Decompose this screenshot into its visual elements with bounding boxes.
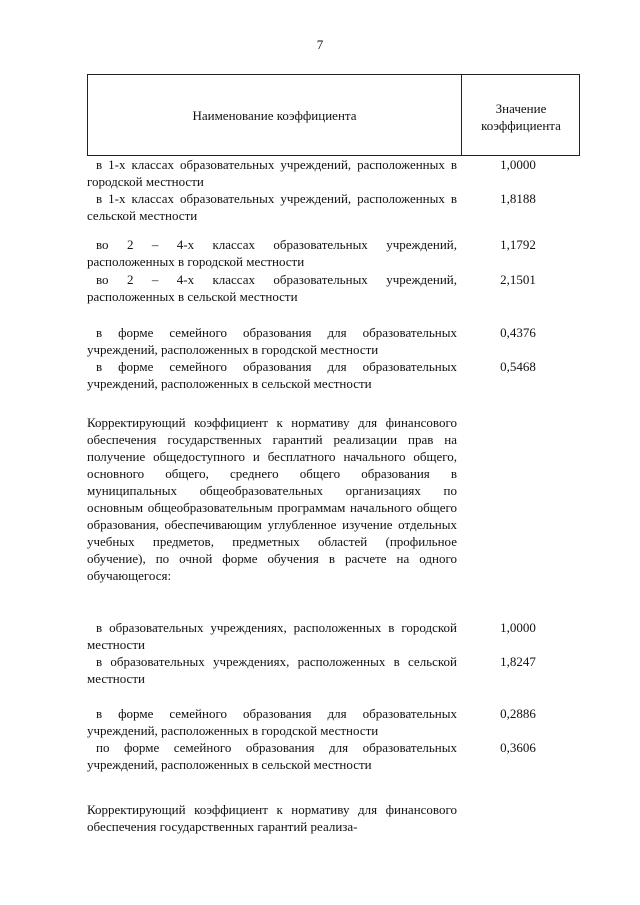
row-text: по форме семейного образования для образовательных учреждений, расположенных в сельской местности <box>87 740 457 772</box>
row-value: 0,4376 <box>500 325 536 340</box>
row-text: во 2 – 4-х классах образовательных учреждений, расположенных в сельской местности <box>87 272 457 304</box>
row-value: 1,8188 <box>500 191 536 206</box>
row-value: 1,0000 <box>500 620 536 635</box>
row-value: 2,1501 <box>500 272 536 287</box>
row-text: в 1-х классах образовательных учреждений, расположенных в сельской местности <box>87 191 457 223</box>
row-value: 0,5468 <box>500 359 536 374</box>
coefficient-paragraph: Корректирующий коэффициент к нормативу для финансового обеспечения государственных гарантий реализации прав на получение общедоступного и бесплатного начального общего, основного общего, среднего общего образования в муниципальных общеобразовательных организациях по основным общеобразовательным программам начального общего образования, обеспечивающим углубленное изучение отдельных учебных предметов, предметных областей (профильное обучение), по очной форме обучения в расчете на одного обучающегося: <box>87 415 457 583</box>
header-value-line2: коэффициента <box>481 118 561 133</box>
coefficient-paragraph-continued: Корректирующий коэффициент к нормативу для финансового обеспечения государственных гарантий реализа- <box>87 802 457 834</box>
row-value: 1,1792 <box>500 237 536 252</box>
row-text: в образовательных учреждениях, расположенных в городской местности <box>87 620 457 652</box>
row-text: во 2 – 4-х классах образовательных учреждений, расположенных в городской местности <box>87 237 457 269</box>
row-text: в 1-х классах образовательных учреждений, расположенных в городской местности <box>87 157 457 189</box>
row-value: 0,2886 <box>500 706 536 721</box>
header-name-column: Наименование коэффициента <box>192 108 357 123</box>
row-value: 0,3606 <box>500 740 536 755</box>
header-value-line1: Значение <box>495 101 547 116</box>
row-value: 1,0000 <box>500 157 536 172</box>
row-text: в образовательных учреждениях, расположенных в сельской местности <box>87 654 457 686</box>
table-header <box>87 74 580 156</box>
page-number: 7 <box>316 37 324 52</box>
row-value: 1,8247 <box>500 654 536 669</box>
header-value-column <box>462 100 580 134</box>
row-text: в форме семейного образования для образовательных учреждений, расположенных в городской местности <box>87 706 457 738</box>
row-text: в форме семейного образования для образовательных учреждений, расположенных в городской местности <box>87 325 457 357</box>
row-text: в форме семейного образования для образовательных учреждений, расположенных в сельской местности <box>87 359 457 391</box>
